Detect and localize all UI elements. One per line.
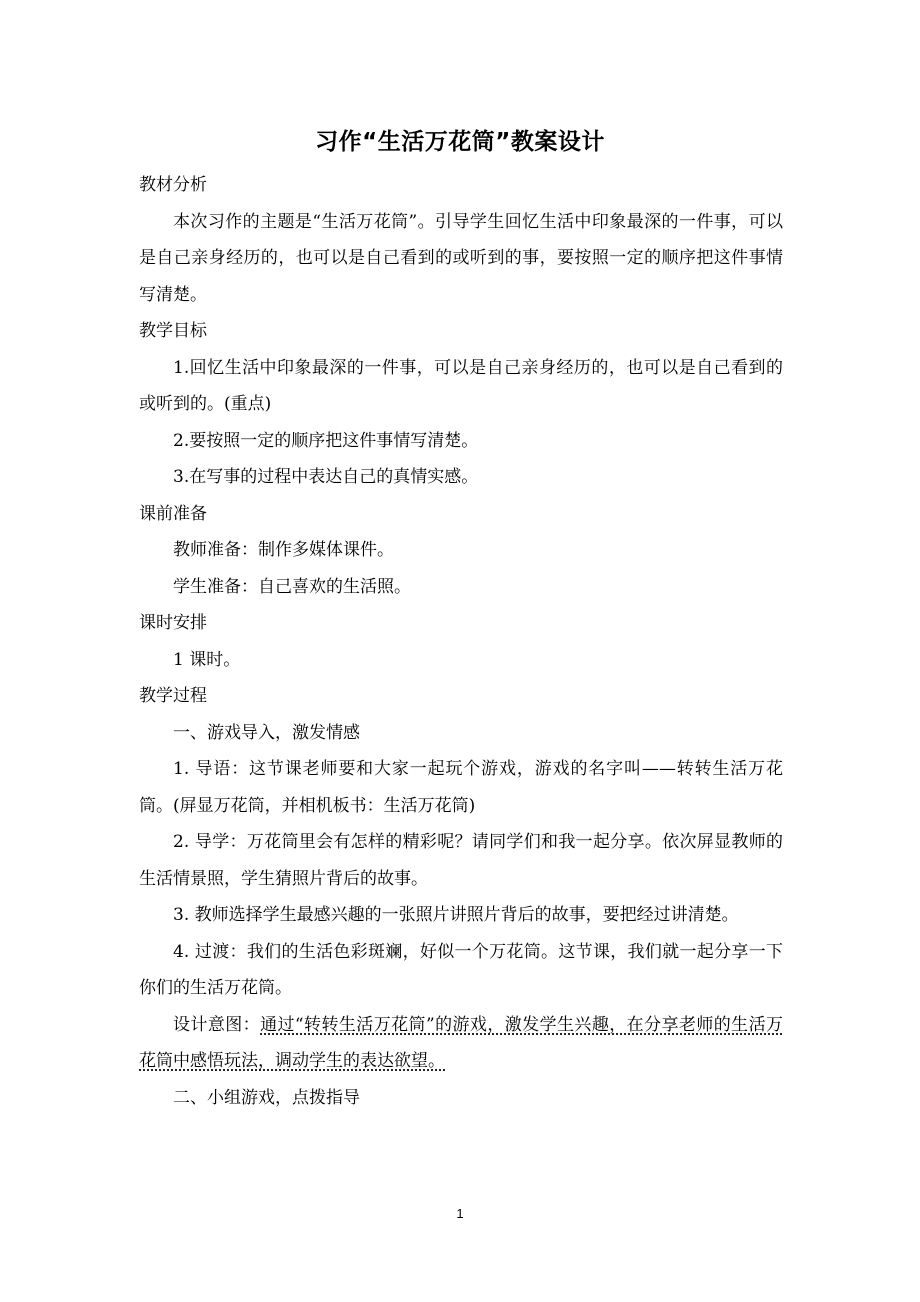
section-heading: 课前准备 — [139, 503, 207, 524]
section-heading: 教学过程 — [139, 686, 207, 706]
document-title: 习作“生活万花筒”教案设计 — [315, 129, 605, 155]
section-heading: 课时安排 — [139, 613, 207, 633]
paragraph: 2. 导学：万花筒里会有怎样的精彩呢？请同学们和我一起分享。依次屏显教师的生活情景照，学生猜照片背后的故事。 — [139, 832, 783, 889]
paragraph: 2.要按照一定的顺序把这件事情写清楚。 — [173, 430, 479, 451]
paragraph: 一、游戏导入，激发情感 — [173, 722, 360, 743]
page-number: 1 — [456, 1206, 464, 1221]
document-body — [139, 167, 783, 1116]
paragraph: 教师准备：制作多媒体课件。 — [173, 540, 394, 560]
design-intent-paragraph — [139, 1007, 783, 1080]
paragraph: 3. 教师选择学生最感兴趣的一张照片讲照片背后的故事，要把经过讲清楚。 — [173, 905, 739, 925]
section-heading: 教学目标 — [139, 321, 207, 341]
paragraph: 1. 导语：这节课老师要和大家一起玩个游戏，游戏的名字叫——转转生活万花筒。(屏显万花筒，并相机板书：生活万花筒) — [139, 759, 783, 816]
paragraph: 本次习作的主题是“生活万花筒”。引导学生回忆生活中印象最深的一件事，可以是自己亲身经历的，也可以是自己看到的或听到的事，要按照一定的顺序把这件事情写清楚。 — [139, 211, 783, 305]
paragraph: 学生准备：自己喜欢的生活照。 — [173, 576, 411, 597]
paragraph: 1.回忆生活中印象最深的一件事，可以是自己亲身经历的，也可以是自己看到的或听到的。(重点) — [139, 357, 783, 414]
section-heading: 教材分析 — [139, 175, 207, 195]
design-intent-text: 通过“转转生活万花筒”的游戏，激发学生兴趣，在分享老师的生活万花筒中感悟玩法，调动学生的表达欲望。 — [139, 1014, 783, 1071]
design-intent-label: 设计意图： — [173, 1014, 261, 1035]
paragraph: 4. 过渡：我们的生活色彩斑斓，好似一个万花筒。这节课，我们就一起分享一下你们的生活万花筒。 — [139, 941, 783, 998]
paragraph: 1 课时。 — [173, 649, 241, 670]
paragraph: 3.在写事的过程中表达自己的真情实感。 — [173, 467, 479, 487]
paragraph: 二、小组游戏，点拨指导 — [173, 1087, 360, 1108]
